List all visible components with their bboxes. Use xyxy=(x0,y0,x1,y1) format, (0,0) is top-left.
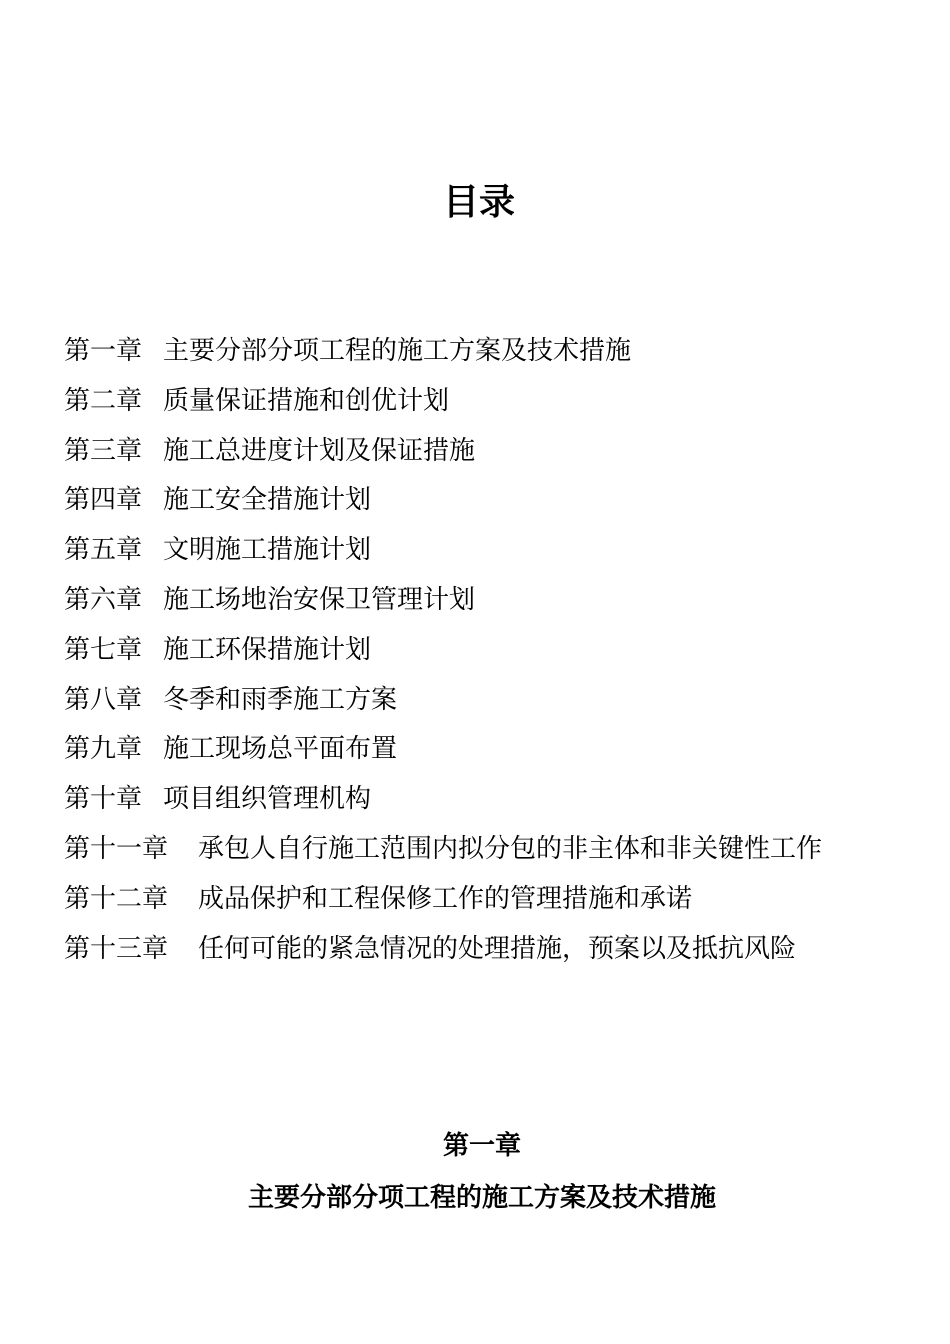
toc-item-chapter: 第八章 xyxy=(64,684,143,715)
toc-item xyxy=(64,675,924,725)
toc-item xyxy=(64,426,924,476)
toc-item-title: 质量保证措施和创优计划 xyxy=(163,385,450,416)
toc-item xyxy=(64,824,924,874)
toc-item-chapter: 第十章 xyxy=(64,784,143,815)
toc-item xyxy=(64,475,924,525)
toc-item-chapter: 第十三章 xyxy=(64,933,169,964)
toc-item-chapter: 第十二章 xyxy=(64,883,169,914)
toc-item-chapter: 第十一章 xyxy=(64,833,169,864)
toc-item-title: 文明施工措施计划 xyxy=(163,535,372,566)
toc-item xyxy=(64,376,924,426)
toc-item-chapter: 第一章 xyxy=(64,336,143,366)
toc-item-chapter: 第九章 xyxy=(64,734,143,765)
toc-item-title: 主要分部分项工程的施工方案及技术措施 xyxy=(163,336,632,366)
toc-item xyxy=(64,625,924,675)
toc-item xyxy=(64,575,924,625)
toc-item-title: 施工总进度计划及保证措施 xyxy=(163,435,476,466)
toc-item-title: 施工安全措施计划 xyxy=(163,485,372,516)
toc-item-title: 任何可能的紧急情况的处理措施，预案以及抵抗风险 xyxy=(198,933,797,964)
toc-item-chapter: 第二章 xyxy=(64,385,143,416)
toc-item-title: 施工环保措施计划 xyxy=(163,634,372,665)
toc-item-title: 施工现场总平面布置 xyxy=(163,734,398,765)
toc-item-title: 冬季和雨季施工方案 xyxy=(163,684,398,715)
chapter-title: 主要分部分项工程的施工方案及技术措施 xyxy=(247,1183,716,1213)
chapter-number: 第一章 xyxy=(442,1131,521,1161)
toc-item xyxy=(64,724,924,774)
toc-item-chapter: 第六章 xyxy=(64,584,143,615)
toc-list xyxy=(64,326,924,973)
toc-item-title: 承包人自行施工范围内拟分包的非主体和非关键性工作 xyxy=(198,833,823,864)
toc-item-title: 施工场地治安保卫管理计划 xyxy=(163,584,476,615)
toc-item xyxy=(64,774,924,824)
toc-item-chapter: 第三章 xyxy=(64,435,143,466)
toc-item-chapter: 第七章 xyxy=(64,634,143,665)
toc-item-title: 项目组织管理机构 xyxy=(163,784,372,815)
toc-item xyxy=(64,924,924,974)
toc-item xyxy=(64,874,924,924)
toc-title: 目录 xyxy=(442,181,515,223)
toc-item-chapter: 第四章 xyxy=(64,485,143,516)
toc-item-chapter: 第五章 xyxy=(64,535,143,566)
toc-item xyxy=(64,525,924,575)
toc-item-title: 成品保护和工程保修工作的管理措施和承诺 xyxy=(198,883,693,914)
toc-item xyxy=(64,326,924,376)
